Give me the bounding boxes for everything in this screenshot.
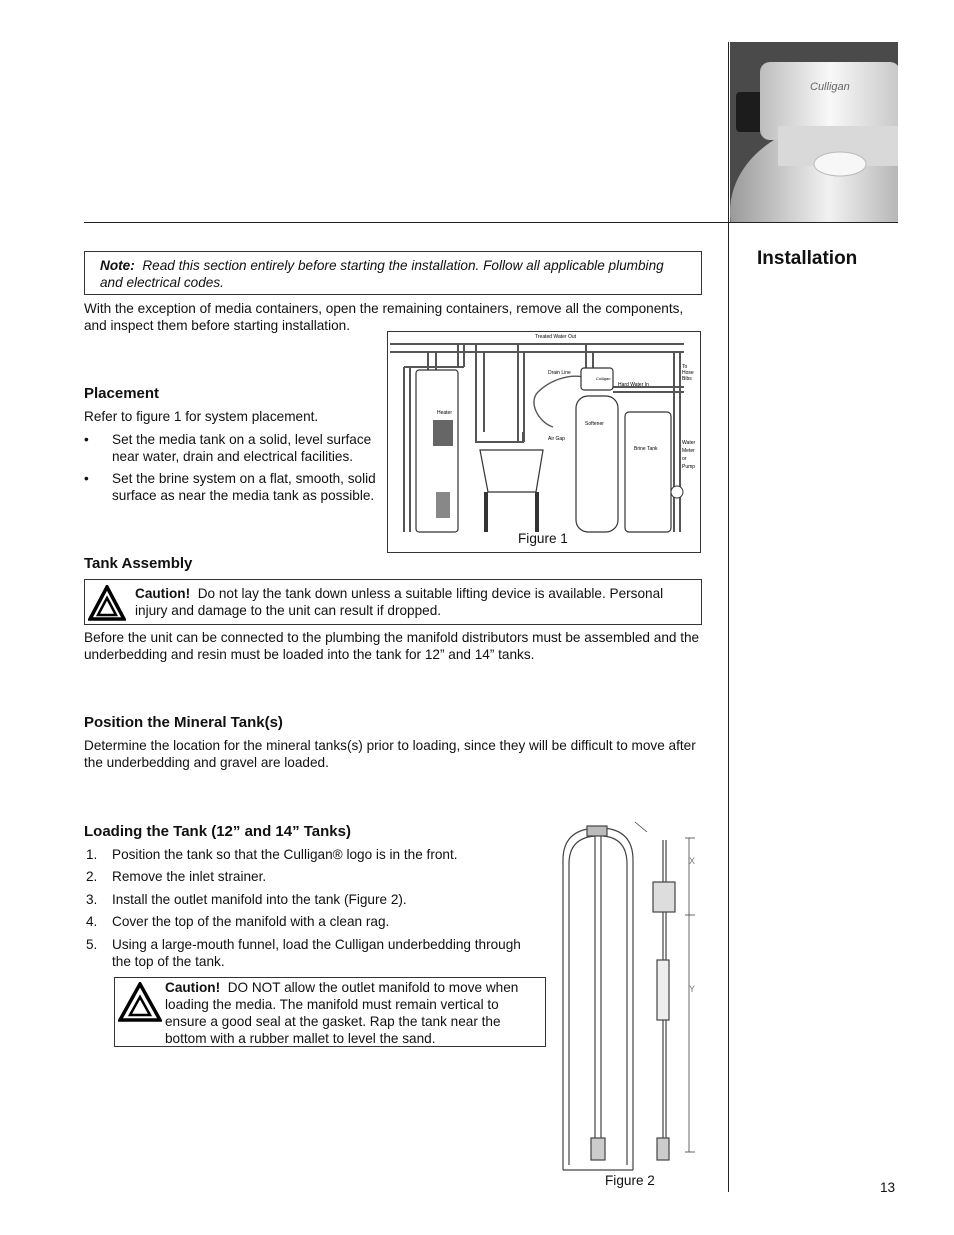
label-brine-tank: Brine Tank bbox=[634, 446, 658, 452]
note-label: Note: bbox=[100, 258, 135, 273]
placement-heading: Placement bbox=[84, 385, 160, 402]
tank-assembly-body: Before the unit can be connected to the plumbing the manifold distributors must be assembled and the underbedding and resin must be loaded into the tank for 12” and 14” tanks. bbox=[84, 630, 700, 662]
label-bibs: Bibs bbox=[682, 376, 692, 382]
figure-1 bbox=[387, 331, 701, 553]
step-text: Position the tank so that the Culligan® logo is in the front. bbox=[112, 847, 458, 862]
label-hose: Hose bbox=[682, 370, 694, 376]
caution-box-tank bbox=[84, 579, 702, 625]
label-hard-water: Hard Water In bbox=[618, 382, 649, 388]
label-or: or bbox=[682, 456, 687, 462]
softener-photo-icon bbox=[730, 42, 898, 222]
label-air-gap: Air Gap bbox=[548, 436, 565, 442]
label-brand: Culligan bbox=[596, 376, 611, 381]
figure-2 bbox=[555, 820, 715, 1175]
bullet-marker: • bbox=[84, 471, 89, 486]
step-number: 2. bbox=[86, 869, 98, 884]
product-photo bbox=[730, 42, 898, 222]
label-treated-water: Treated Water Out bbox=[535, 334, 577, 340]
page-number: 13 bbox=[880, 1180, 896, 1195]
step-number: 1. bbox=[86, 847, 98, 862]
position-heading: Position the Mineral Tank(s) bbox=[84, 714, 283, 731]
photo-brand-text: Culligan bbox=[810, 81, 850, 93]
position-body: Determine the location for the mineral tanks(s) prior to loading, since they will be difficult to move after the underbedding and gravel are loaded. bbox=[84, 738, 696, 770]
warning-triangle-icon bbox=[88, 585, 126, 621]
warning-triangle-icon bbox=[118, 982, 162, 1022]
step-number: 4. bbox=[86, 914, 98, 929]
note-box bbox=[84, 251, 702, 295]
caution-text: DO NOT allow the outlet manifold to move when loading the media. The manifold must remain vertical to ensure a good seal at the gasket. Rap the tank near the bottom with a rubber mallet to level the sand. bbox=[165, 980, 519, 1046]
tank-assembly-heading: Tank Assembly bbox=[84, 555, 193, 572]
caution-text: Do not lay the tank down unless a suitable lifting device is available. Personal injury and damage to the unit can result if dropped. bbox=[135, 586, 664, 618]
label-pump: Pump bbox=[682, 464, 696, 470]
header-rule bbox=[84, 222, 898, 223]
placement-ref: Refer to figure 1 for system placement. bbox=[84, 409, 319, 424]
dimension-y-label: Y bbox=[689, 984, 696, 994]
label-to: To bbox=[682, 364, 688, 370]
step-text: Using a large-mouth funnel, load the Culligan underbedding through the top of the tank. bbox=[112, 937, 521, 969]
note-text: Read this section entirely before starting the installation. Follow all applicable plumbing and electrical codes. bbox=[100, 258, 664, 290]
label-meter: Meter bbox=[682, 448, 695, 454]
sidebar-rule bbox=[728, 42, 729, 1192]
placement-bullet-2: Set the brine system on a flat, smooth, solid surface as near the media tank as possible. bbox=[112, 471, 376, 503]
plumbing-diagram bbox=[388, 332, 700, 552]
section-title: Installation bbox=[757, 248, 858, 269]
placement-bullet-1: Set the media tank on a solid, level surface near water, drain and electrical facilities. bbox=[112, 432, 372, 464]
dimension-x-label: X bbox=[689, 856, 696, 866]
step-text: Install the outlet manifold into the tank (Figure 2). bbox=[112, 892, 407, 907]
caution-box-manifold bbox=[114, 977, 546, 1047]
step-number: 3. bbox=[86, 892, 98, 907]
intro-paragraph: With the exception of media containers, open the remaining containers, remove all the components, and inspect them before starting installation. bbox=[84, 301, 684, 333]
step-number: 5. bbox=[86, 937, 98, 952]
label-softener: Softener bbox=[585, 421, 604, 427]
step-text: Remove the inlet strainer. bbox=[112, 869, 267, 884]
label-drain-line: Drain Line bbox=[548, 370, 571, 376]
label-heater: Heater bbox=[437, 410, 453, 416]
figure-1-caption: Figure 1 bbox=[518, 531, 568, 546]
tank-manifold-diagram bbox=[555, 820, 715, 1175]
step-text: Cover the top of the manifold with a clean rag. bbox=[112, 914, 390, 929]
caution-label: Caution! bbox=[135, 586, 191, 601]
label-water: Water bbox=[682, 440, 696, 446]
figure-2-caption: Figure 2 bbox=[605, 1173, 655, 1188]
caution-label: Caution! bbox=[165, 980, 221, 995]
bullet-marker: • bbox=[84, 432, 89, 447]
loading-heading: Loading the Tank (12” and 14” Tanks) bbox=[84, 823, 351, 840]
